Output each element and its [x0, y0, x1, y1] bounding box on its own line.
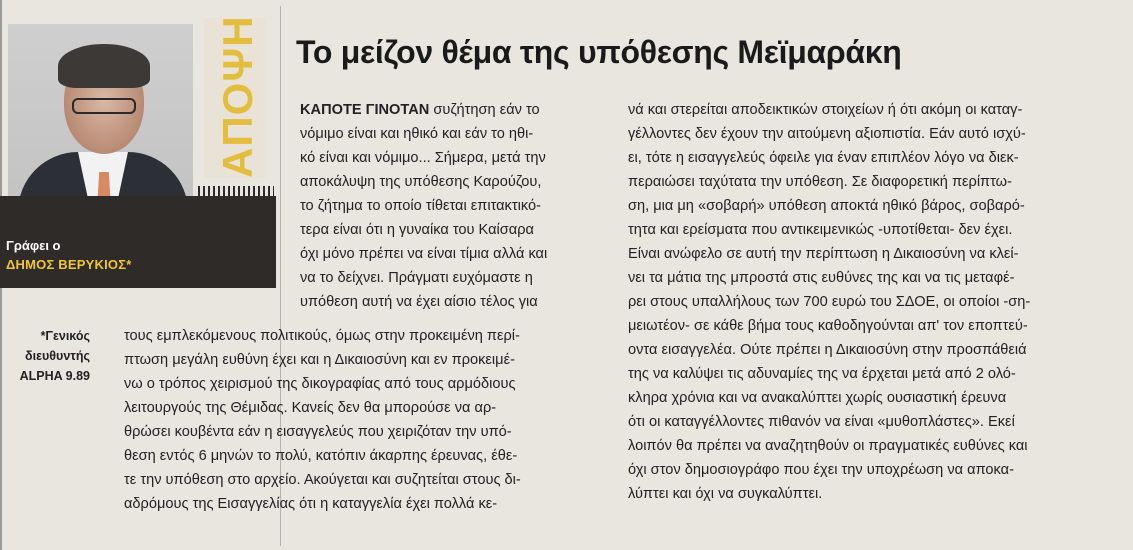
- section-label: ΑΠΟΨΗ: [214, 15, 261, 178]
- article-line: ΚΑΠΟΤΕ ΓΙΝΟΤΑΝ συζήτηση εάν το: [300, 102, 540, 118]
- article-line: νά και στερείται αποδεικτικών στοιχείων ή ότι ακόμη οι καταγ-: [628, 102, 1023, 118]
- article-line: τερα είναι ότι η γυναίκα του Καίσαρα: [300, 222, 534, 238]
- article-line: όχι στον δημοσιογράφο που έχει την υποχρέωση να αποκα-: [628, 462, 1014, 478]
- article-line: τητα και ερείσματα που αντικειμενικώς -υποτίθεται- δεν έχει.: [628, 222, 1013, 238]
- article-line: κληρα χρόνια και να ανακαλύπτει χωρίς ουσιαστική έρευνα: [628, 390, 1007, 406]
- byline-author: ΔΗΜΟΣ ΒΕΡΥΚΙΟΣ*: [6, 257, 132, 272]
- article-line: περαιώσει ταχύτατα την υπόθεση. Σε διαφορετική περίπτω-: [628, 174, 1012, 190]
- article-line: υπόθεση αυτή να έχει αίσιο τέλος για: [300, 294, 538, 310]
- byline-prefix: Γράφει ο: [6, 238, 61, 253]
- article-line: αδρόμους της Εισαγγελίας ότι η καταγγελία έχει πολλά κε-: [124, 496, 498, 512]
- article-line: γέλλοντες δεν έχουν την αιτούμενη αξιοπιστία. Εάν αυτό ισχύ-: [628, 126, 1026, 142]
- author-note-line: ALPHA 9.89: [19, 369, 90, 383]
- article-line: της να καλύψει τις αδυναμίες της να έρχεται μετά από 2 ολό-: [628, 366, 1016, 382]
- author-note-line: διευθυντής: [25, 349, 90, 363]
- article-line: κό είναι και νόμιμο... Σήμερα, μετά την: [300, 150, 546, 166]
- author-note-line: *Γενικός: [40, 329, 90, 343]
- article-line: ρει στους υπαλλήλους των 700 ευρώ του ΣΔΟΕ, οι οποίοι -ση-: [628, 294, 1031, 310]
- article-line: το ζήτημα το οποίο τίθεται επιτακτικό-: [300, 198, 541, 214]
- article-line: Είναι ανώφελο σε αυτή την περίπτωση η Δικαιοσύνη να κλεί-: [628, 246, 1019, 262]
- author-photo: [8, 24, 193, 219]
- article-line: οντα εισαγγελέα. Ούτε πρέπει η Δικαιοσύνη στην προσπάθειά: [628, 342, 1027, 358]
- article-line: νω ο τρόπος χειρισμού της δικογραφίας από τους αρμόδιους: [124, 376, 516, 392]
- article-line: μειωτέον- σε κάθε βήμα τους καθοδηγούνται απ' τον εποπτεύ-: [628, 318, 1028, 334]
- article-line: νει τα μάτια της μπροστά στις ευθύνες της και να τις μεταφέ-: [628, 270, 1015, 286]
- article-line: λοιπόν θα πρέπει να αναζητηθούν οι πραγματικές ευθύνες και: [628, 438, 1028, 454]
- article-line: τους εμπλεκόμενους πολιτικούς, όμως στην προκειμένη περί-: [124, 328, 520, 344]
- article-line: λειτουργούς της Θέμιδας. Κανείς δεν θα μπορούσε να αρ-: [124, 400, 497, 416]
- article-line: πτωση μεγάλη ευθύνη έχει και η Δικαιοσύνη και εν προκειμέ-: [124, 352, 515, 368]
- article-line: ει, τότε η εισαγγελεύς όφειλε για έναν επιπλέον λόγο να διεκ-: [628, 150, 1019, 166]
- article-line: θεση εντός 6 μηνών το πολύ, κατόπιν άκαρπης έρευνας, έθε-: [124, 448, 518, 464]
- article-line: τε την υπόθεση στο αρχείο. Ακούγεται και συζητείται στους δι-: [124, 472, 521, 488]
- article-line: ότι οι καταγγέλλοντες πιθανόν να είναι «μυθοπλάστες». Εκεί: [628, 414, 1015, 430]
- author-note: [10, 326, 90, 386]
- article-line: όχι μόνο πρέπει να είναι τίμια αλλά και: [300, 246, 548, 262]
- decorative-ticks: [198, 186, 274, 200]
- article-title: Το μείζον θέμα της υπόθεσης Μεϊμαράκη: [296, 34, 902, 70]
- article-line: ση, μια μη «σοβαρή» υπόθεση αποκτά ηθικό βάρος, σοβαρό-: [628, 198, 1025, 214]
- article-lead-in: ΚΑΠΟΤΕ ΓΙΝΟΤΑΝ: [300, 102, 430, 118]
- article-line: νόμιμο είναι και ηθικό και εάν το ηθι-: [300, 126, 534, 142]
- article-line: αποκάλυψη της υπόθεσης Καρούζου,: [300, 174, 542, 190]
- article-line: να το δείχνει. Πράγματι ευχόμαστε η: [300, 270, 533, 286]
- article-line: λύπτει και όχι να συγκαλύπτει.: [628, 486, 823, 502]
- article-line: θρώσει κουβέντα εάν η εισαγγελεύς που χειριζόταν την υπό-: [124, 424, 512, 440]
